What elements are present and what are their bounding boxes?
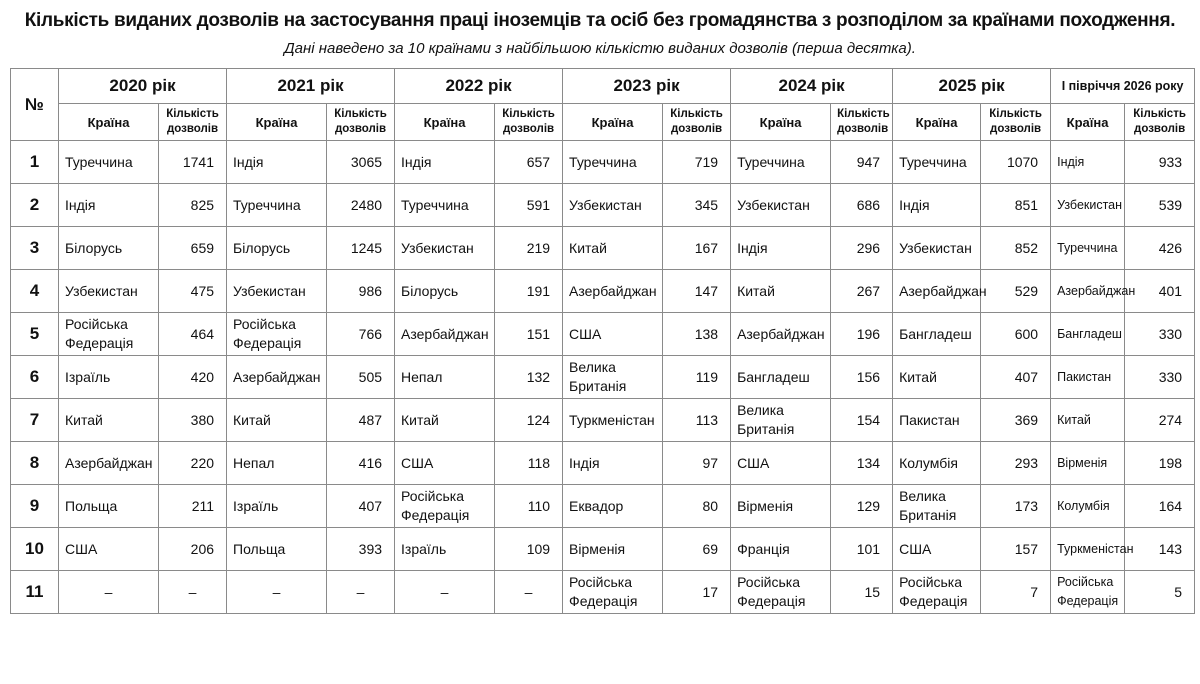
count-column-header: Кількість дозволів (663, 104, 731, 141)
count-cell: 154 (831, 399, 893, 442)
country-cell: Китай (893, 356, 981, 399)
country-cell: – (395, 571, 495, 614)
country-cell: Еквадор (563, 485, 663, 528)
country-column-header: Країна (893, 104, 981, 141)
country-cell: Туреччина (1051, 227, 1125, 270)
count-cell: 933 (1125, 141, 1195, 184)
country-cell: Пакистан (893, 399, 981, 442)
count-cell: 129 (831, 485, 893, 528)
country-cell: Азербайджан (563, 270, 663, 313)
count-column-header: Кількість дозволів (327, 104, 395, 141)
country-cell: Туреччина (227, 184, 327, 227)
country-cell: – (227, 571, 327, 614)
country-cell: Китай (395, 399, 495, 442)
country-cell: Азербайджан (1051, 270, 1125, 313)
count-cell: 211 (159, 485, 227, 528)
count-cell: 659 (159, 227, 227, 270)
country-cell: Азербайджан (893, 270, 981, 313)
count-cell: 3065 (327, 141, 395, 184)
count-cell: 80 (663, 485, 731, 528)
country-cell: Узбекистан (59, 270, 159, 313)
country-cell: Китай (563, 227, 663, 270)
count-cell: – (495, 571, 563, 614)
count-column-header: Кількість дозволів (159, 104, 227, 141)
country-cell: – (59, 571, 159, 614)
country-cell: Індія (731, 227, 831, 270)
country-cell: Колумбія (893, 442, 981, 485)
country-cell: Туреччина (563, 141, 663, 184)
count-cell: 15 (831, 571, 893, 614)
count-cell: 69 (663, 528, 731, 571)
count-cell: 151 (495, 313, 563, 356)
country-cell: Індія (227, 141, 327, 184)
count-cell: 505 (327, 356, 395, 399)
row-number: 10 (11, 528, 59, 571)
country-cell: США (59, 528, 159, 571)
count-column-header: Кількість дозволів (495, 104, 563, 141)
number-column-header: № (11, 69, 59, 141)
count-cell: 719 (663, 141, 731, 184)
count-column-header: Кількість дозволів (981, 104, 1051, 141)
count-cell: 219 (495, 227, 563, 270)
country-cell: Азербайджан (227, 356, 327, 399)
count-cell: 147 (663, 270, 731, 313)
year-header: 2020 рік (59, 69, 227, 104)
country-cell: Бангладеш (893, 313, 981, 356)
country-column-header: Країна (59, 104, 159, 141)
count-cell: 134 (831, 442, 893, 485)
country-cell: Непал (395, 356, 495, 399)
country-cell: Вірменія (731, 485, 831, 528)
count-cell: 825 (159, 184, 227, 227)
table-row (11, 227, 1195, 270)
country-cell: Китай (59, 399, 159, 442)
country-cell: Індія (893, 184, 981, 227)
country-cell: США (893, 528, 981, 571)
row-number: 11 (11, 571, 59, 614)
count-cell: 110 (495, 485, 563, 528)
count-cell: 464 (159, 313, 227, 356)
count-cell: 109 (495, 528, 563, 571)
row-number: 4 (11, 270, 59, 313)
count-cell: 1245 (327, 227, 395, 270)
count-cell: 600 (981, 313, 1051, 356)
count-column-header: Кількість дозволів (1125, 104, 1195, 141)
year-header: 2023 рік (563, 69, 731, 104)
count-cell: 119 (663, 356, 731, 399)
count-cell: 369 (981, 399, 1051, 442)
country-column-header: Країна (731, 104, 831, 141)
count-cell: 539 (1125, 184, 1195, 227)
count-cell: 267 (831, 270, 893, 313)
country-cell: Індія (59, 184, 159, 227)
count-cell: 124 (495, 399, 563, 442)
table-row (11, 141, 1195, 184)
count-cell: 101 (831, 528, 893, 571)
count-cell: 206 (159, 528, 227, 571)
country-cell: Узбекистан (395, 227, 495, 270)
country-cell: Узбекистан (893, 227, 981, 270)
count-cell: 5 (1125, 571, 1195, 614)
table-row (11, 528, 1195, 571)
count-cell: 380 (159, 399, 227, 442)
table-row (11, 313, 1195, 356)
country-cell: Велика Британія (563, 356, 663, 399)
country-cell: Російська Федерація (1051, 571, 1125, 614)
table-row (11, 485, 1195, 528)
count-cell: 164 (1125, 485, 1195, 528)
country-column-header: Країна (395, 104, 495, 141)
count-cell: 947 (831, 141, 893, 184)
count-cell: 156 (831, 356, 893, 399)
country-cell: Російська Федерація (227, 313, 327, 356)
country-cell: Бангладеш (1051, 313, 1125, 356)
country-cell: Азербайджан (59, 442, 159, 485)
country-cell: Китай (1051, 399, 1125, 442)
row-number: 1 (11, 141, 59, 184)
count-column-header: Кількість дозволів (831, 104, 893, 141)
country-cell: Пакистан (1051, 356, 1125, 399)
count-cell: 852 (981, 227, 1051, 270)
table-row (11, 356, 1195, 399)
row-number: 7 (11, 399, 59, 442)
country-cell: Ізраїль (227, 485, 327, 528)
count-cell: 196 (831, 313, 893, 356)
count-cell: 475 (159, 270, 227, 313)
table-row (11, 270, 1195, 313)
count-cell: 113 (663, 399, 731, 442)
count-cell: 191 (495, 270, 563, 313)
country-cell: Туреччина (893, 141, 981, 184)
year-header: 2024 рік (731, 69, 893, 104)
country-cell: Узбекистан (227, 270, 327, 313)
country-cell: Туреччина (395, 184, 495, 227)
country-cell: Колумбія (1051, 485, 1125, 528)
country-cell: Туркменістан (1051, 528, 1125, 571)
country-cell: Індія (395, 141, 495, 184)
row-number: 6 (11, 356, 59, 399)
count-cell: 686 (831, 184, 893, 227)
country-cell: Азербайджан (395, 313, 495, 356)
count-cell: 345 (663, 184, 731, 227)
country-cell: Вірменія (563, 528, 663, 571)
country-cell: Узбекистан (731, 184, 831, 227)
permits-table (10, 68, 1195, 614)
table-row (11, 184, 1195, 227)
count-cell: – (327, 571, 395, 614)
row-number: 9 (11, 485, 59, 528)
country-column-header: Країна (1051, 104, 1125, 141)
count-cell: 198 (1125, 442, 1195, 485)
count-cell: 487 (327, 399, 395, 442)
country-cell: Польща (227, 528, 327, 571)
count-cell: 296 (831, 227, 893, 270)
country-cell: Непал (227, 442, 327, 485)
country-cell: Польща (59, 485, 159, 528)
country-cell: США (563, 313, 663, 356)
table-row (11, 399, 1195, 442)
count-cell: 393 (327, 528, 395, 571)
row-number: 3 (11, 227, 59, 270)
count-cell: 167 (663, 227, 731, 270)
country-cell: Велика Британія (893, 485, 981, 528)
country-cell: США (395, 442, 495, 485)
table-row (11, 571, 1195, 614)
country-cell: Туркменістан (563, 399, 663, 442)
count-cell: 330 (1125, 313, 1195, 356)
count-cell: 138 (663, 313, 731, 356)
count-cell: 1741 (159, 141, 227, 184)
count-cell: 401 (1125, 270, 1195, 313)
country-cell: Російська Федерація (563, 571, 663, 614)
country-cell: Індія (1051, 141, 1125, 184)
country-cell: Китай (227, 399, 327, 442)
country-cell: Туреччина (731, 141, 831, 184)
count-cell: 591 (495, 184, 563, 227)
count-cell: 7 (981, 571, 1051, 614)
count-cell: 173 (981, 485, 1051, 528)
count-cell: 97 (663, 442, 731, 485)
count-cell: 416 (327, 442, 395, 485)
count-cell: 132 (495, 356, 563, 399)
country-cell: Узбекистан (563, 184, 663, 227)
country-cell: Туреччина (59, 141, 159, 184)
count-cell: 157 (981, 528, 1051, 571)
country-cell: Російська Федерація (395, 485, 495, 528)
count-cell: 407 (981, 356, 1051, 399)
country-cell: Узбекистан (1051, 184, 1125, 227)
count-cell: 143 (1125, 528, 1195, 571)
count-cell: 407 (327, 485, 395, 528)
count-cell: 330 (1125, 356, 1195, 399)
country-column-header: Країна (227, 104, 327, 141)
count-cell: 220 (159, 442, 227, 485)
count-cell: 293 (981, 442, 1051, 485)
row-number: 8 (11, 442, 59, 485)
count-cell: 529 (981, 270, 1051, 313)
country-cell: Ізраїль (395, 528, 495, 571)
count-cell: 1070 (981, 141, 1051, 184)
count-cell: 420 (159, 356, 227, 399)
count-cell: 2480 (327, 184, 395, 227)
page-title: Кількість виданих дозволів на застосування праці іноземців та осіб без громадянства з розподілом за країнами походження. (24, 10, 1176, 31)
year-header: 2022 рік (395, 69, 563, 104)
country-cell: Бангладеш (731, 356, 831, 399)
country-column-header: Країна (563, 104, 663, 141)
country-cell: США (731, 442, 831, 485)
count-cell: 17 (663, 571, 731, 614)
country-cell: Російська Федерація (59, 313, 159, 356)
table-row (11, 442, 1195, 485)
country-cell: Франція (731, 528, 831, 571)
country-cell: Індія (563, 442, 663, 485)
row-number: 2 (11, 184, 59, 227)
country-cell: Російська Федерація (893, 571, 981, 614)
count-cell: 274 (1125, 399, 1195, 442)
country-cell: Білорусь (395, 270, 495, 313)
year-header: 2021 рік (227, 69, 395, 104)
country-cell: Білорусь (59, 227, 159, 270)
count-cell: – (159, 571, 227, 614)
page-subtitle: Дані наведено за 10 країнами з найбільшою кількістю виданих дозволів (перша десятка). (284, 40, 916, 57)
count-cell: 118 (495, 442, 563, 485)
row-number: 5 (11, 313, 59, 356)
count-cell: 657 (495, 141, 563, 184)
country-cell: Китай (731, 270, 831, 313)
year-header: I півріччя 2026 року (1051, 69, 1195, 104)
country-cell: Ізраїль (59, 356, 159, 399)
country-cell: Вірменія (1051, 442, 1125, 485)
count-cell: 851 (981, 184, 1051, 227)
count-cell: 986 (327, 270, 395, 313)
count-cell: 426 (1125, 227, 1195, 270)
year-header: 2025 рік (893, 69, 1051, 104)
country-cell: Азербайджан (731, 313, 831, 356)
count-cell: 766 (327, 313, 395, 356)
country-cell: Російська Федерація (731, 571, 831, 614)
country-cell: Велика Британія (731, 399, 831, 442)
country-cell: Білорусь (227, 227, 327, 270)
